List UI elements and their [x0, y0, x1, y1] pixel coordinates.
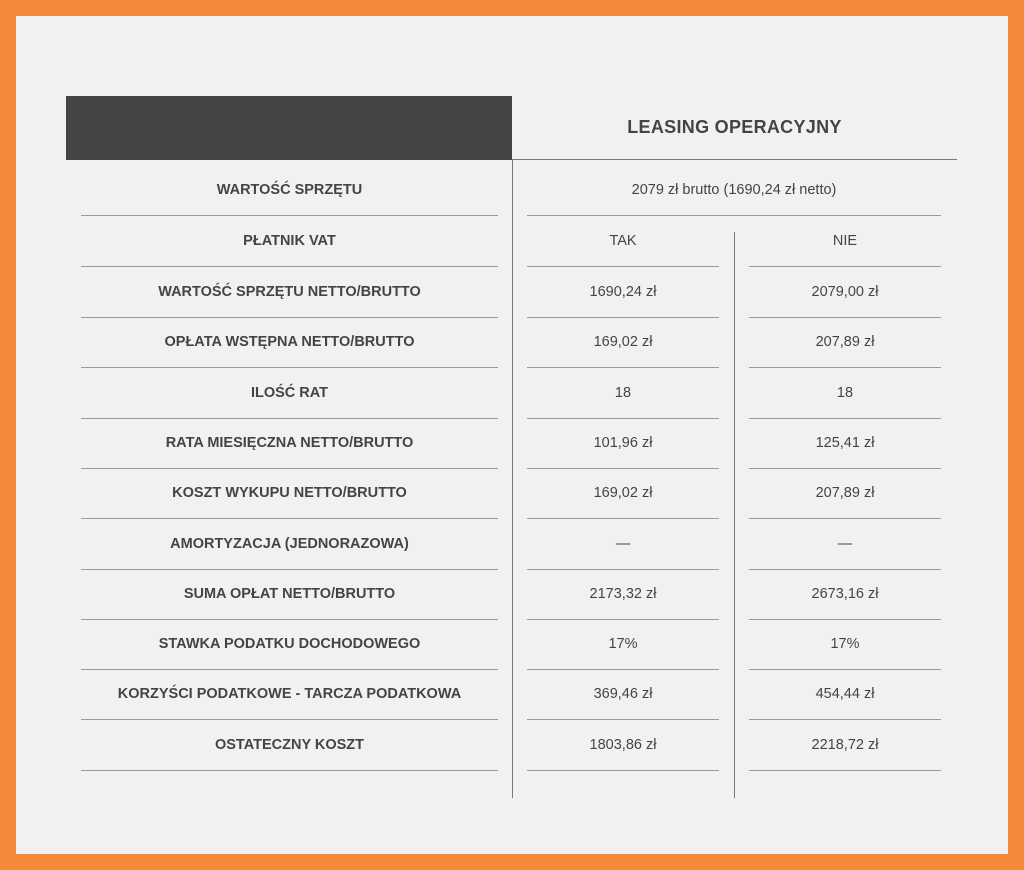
table-row-label: KORZYŚCI PODATKOWE - TARCZA PODATKOWA	[117, 686, 462, 702]
row-divider	[81, 770, 498, 771]
table-row-tak-value: 17%	[608, 636, 638, 652]
table-row-nie-value: —	[837, 536, 853, 552]
table-row-nie-value: 125,41 zł	[815, 435, 875, 451]
table-row-label: STAWKA PODATKU DOCHODOWEGO	[158, 636, 421, 652]
table-row-nie-value: 207,89 zł	[815, 485, 875, 501]
row-value-equipment-value: 2079 zł brutto (1690,24 zł netto)	[631, 182, 837, 198]
table-row-tak-value: 1803,86 zł	[589, 737, 657, 753]
leasing-table-panel	[16, 16, 1008, 854]
column-divider-tak-nie	[734, 232, 735, 798]
table-header-title: LEASING OPERACYJNY	[512, 96, 957, 160]
row-divider	[749, 770, 941, 771]
table-row-tak-value: 169,02 zł	[593, 485, 653, 501]
column-header-tak: TAK	[609, 233, 637, 249]
table-row-label: RATA MIESIĘCZNA NETTO/BRUTTO	[165, 435, 414, 451]
table-row-tak-value: 369,46 zł	[593, 686, 653, 702]
table-row-nie-value: 2673,16 zł	[811, 586, 879, 602]
row-label-equipment-value: WARTOŚĆ SPRZĘTU	[216, 182, 363, 198]
table-row-tak-value: 169,02 zł	[593, 334, 653, 350]
table-row-label: OPŁATA WSTĘPNA NETTO/BRUTTO	[164, 334, 415, 350]
row-label-vat-payer: PŁATNIK VAT	[243, 233, 336, 249]
table-row-tak-value: 18	[614, 385, 632, 401]
table-row-nie-value: 454,44 zł	[815, 686, 875, 702]
header-dark-block	[66, 96, 512, 160]
table-row-nie-value: 17%	[830, 636, 860, 652]
table-row-label: OSTATECZNY KOSZT	[214, 737, 365, 753]
table-row-nie-value: 2079,00 zł	[811, 284, 879, 300]
table-row-label: WARTOŚĆ SPRZĘTU NETTO/BRUTTO	[158, 284, 421, 300]
table-row-label: AMORTYZACJA (JEDNORAZOWA)	[170, 536, 409, 552]
table-row-tak-value: 101,96 zł	[593, 435, 653, 451]
table-row-nie-value: 18	[836, 385, 854, 401]
column-header-nie: NIE	[832, 233, 858, 249]
table-row-tak-value: 1690,24 zł	[589, 284, 657, 300]
column-divider-main	[512, 160, 513, 798]
row-divider	[527, 770, 719, 771]
table-row-nie-value: 207,89 zł	[815, 334, 875, 350]
table-row-label: SUMA OPŁAT NETTO/BRUTTO	[183, 586, 396, 602]
table-row-nie-value: 2218,72 zł	[811, 737, 879, 753]
table-row-label: ILOŚĆ RAT	[250, 385, 329, 401]
table-row-label: KOSZT WYKUPU NETTO/BRUTTO	[172, 485, 407, 501]
table-row-tak-value: 2173,32 zł	[589, 586, 657, 602]
table-row-tak-value: —	[615, 536, 631, 552]
